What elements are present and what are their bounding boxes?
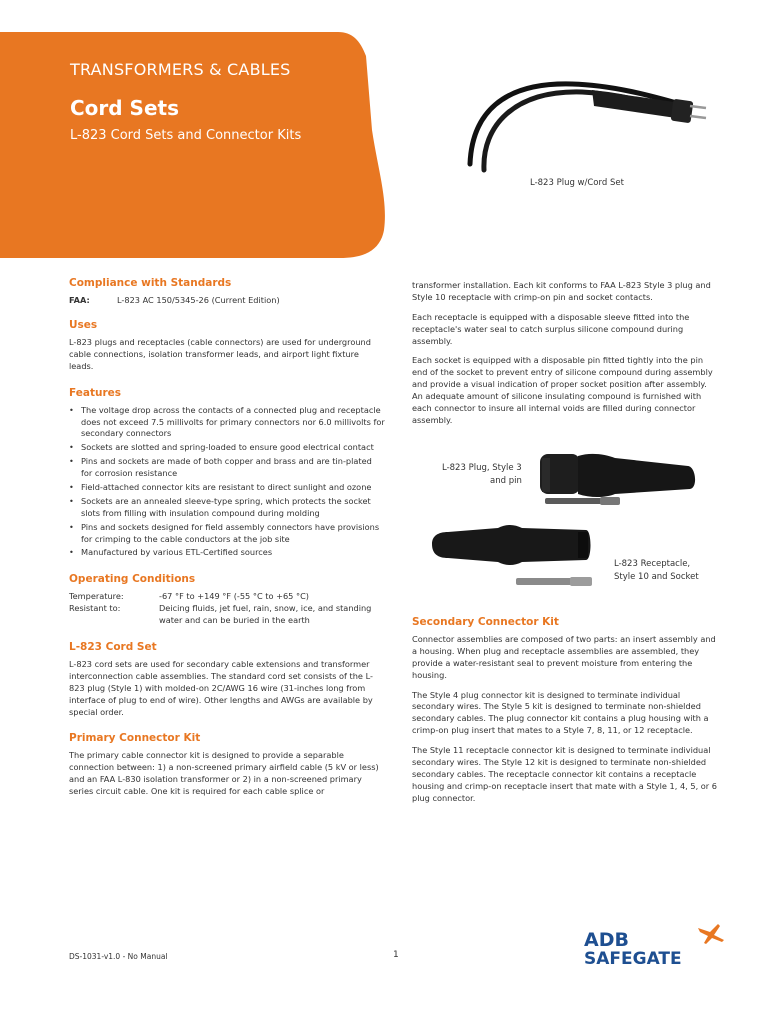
cord-set-text: L-823 cord sets are used for secondary cable extensions and transformer interconnection cable assemblies. The standard cord set consists of the L-823 plug (Style 1) with molded-on 2C/AWG 16 wire (31-inches long from interface of plug to end of wire). Other lengths and AWGs are available by special order.	[69, 659, 373, 717]
right-column	[412, 280, 718, 435]
list-item: • Field-attached connector kits are resistant to direct sunlight and ozone	[69, 482, 385, 494]
logo-line1: ADB	[584, 929, 629, 951]
list-item: • Sockets are slotted and spring-loaded to ensure good electrical contact	[69, 442, 385, 454]
caption-plug-style3-line2: and pin	[490, 476, 522, 486]
list-item: • Sockets are an annealed sleeve-type spring, which protects the socket slots from filling with insulation compound during molding	[69, 496, 385, 520]
secondary-kit-text-1: Connector assemblies are composed of two parts: an insert assembly and a housing. When plug and receptacle assemblies are assembled, they provide a water-resistant seal to prevent moisture from entering the housing.	[412, 634, 716, 680]
temperature-row	[69, 591, 385, 603]
document-id: DS-1031-v1.0 - No Manual	[69, 952, 168, 961]
secondary-kit-heading: Secondary Connector Kit	[412, 616, 559, 628]
primary-kit-heading: Primary Connector Kit	[69, 732, 201, 745]
resistant-value: Deicing fluids, jet fuel, rain, snow, ice, and standing water and can be buried in the earth	[159, 603, 372, 626]
uses-heading: Uses	[69, 319, 98, 331]
caption-plug-style3-line1: L-823 Plug, Style 3	[442, 463, 522, 473]
socket-pin-text: Each socket is equipped with a disposable pin fitted tightly into the pin end of the socket to prevent entry of silicone compound during assembly and provide a visual indication of proper socket position after assembly. An adequate amount of silicone insulating compound is furnished with each connector to insure all internal voids are filled during connector assembly.	[412, 355, 713, 425]
caption-receptacle-line2: Style 10 and Socket	[614, 572, 699, 582]
resistant-label: Resistant to:	[69, 603, 121, 614]
primary-kit-text: The primary cable connector kit is designed to provide a separable connection between: 1) a non-screened primary airfield cable (5 kV or less) and an FAA L-830 isolation transformer or 2) in a non-screened primary series circuit cable. One kit is required for each cable splice or	[69, 750, 379, 797]
left-column	[69, 277, 385, 806]
page-title: Cord Sets	[70, 96, 179, 120]
secondary-kit-text-3: The Style 11 receptacle connector kit is designed to terminate individual secondary wires. The Style 12 kit is designed to terminate non-shielded secondary cables. The receptacle connector kit contains a receptacle housing and crimp-on receptacle insert that mate with a Style 1, 4, 5, or 6 plug connector.	[412, 745, 717, 803]
receptacle-sleeve-text: Each receptacle is equipped with a disposable sleeve fitted into the receptacle's water seal to catch surplus silicone compound during assembly.	[412, 311, 690, 346]
compliance-heading: Compliance with Standards	[69, 277, 232, 289]
list-item: • Manufactured by various ETL-Certified sources	[69, 547, 385, 559]
plug-cord-set-photo	[462, 74, 714, 174]
uses-text: L-823 plugs and receptacles (cable connectors) are used for underground cable connections, isolation transformer leads, and airport light fixture leads.	[69, 337, 371, 371]
list-item: • Pins and sockets designed for field assembly connectors have provisions for crimping to the cable conductors at the job site	[69, 522, 385, 546]
secondary-kit-section	[412, 616, 718, 813]
page-number: 1	[393, 950, 399, 960]
page-subtitle: L-823 Cord Sets and Connector Kits	[70, 128, 302, 143]
resistant-row	[69, 603, 385, 627]
kit-conformance-text: transformer installation. Each kit conforms to FAA L-823 Style 3 plug and Style 10 receptacle with crimp-on pin and socket contacts.	[412, 280, 711, 302]
cord-set-heading: L-823 Cord Set	[69, 641, 157, 654]
list-item: • The voltage drop across the contacts of a connected plug and receptacle does not exceed 7.5 millivolts for primary connectors nor 6.0 millivolts for secondary connectors	[69, 405, 385, 441]
adb-safegate-logo	[578, 922, 728, 970]
features-heading: Features	[69, 386, 121, 399]
temperature-value: -67 °F to +149 °F (-55 °C to +65 °C)	[159, 591, 309, 602]
list-item: • Pins and sockets are made of both copper and brass and are tin-plated for corrosion resistance	[69, 456, 385, 480]
faa-value: L-823 AC 150/5345-26 (Current Edition)	[117, 295, 280, 305]
features-list	[69, 405, 385, 560]
section-category: TRANSFORMERS & CABLES	[70, 60, 291, 79]
caption-receptacle-line1: L-823 Receptacle,	[614, 559, 691, 569]
faa-label: FAA:	[69, 295, 90, 305]
temperature-label: Temperature:	[69, 591, 124, 602]
faa-standard-row	[69, 295, 385, 305]
secondary-kit-text-2: The Style 4 plug connector kit is designed to terminate individual secondary wires. The Style 5 kit is designed to terminate non-shielded secondary cables. The plug connector kit contains a plug housing with a crimp-on plug insert that mates to a Style 7, 8, 11, or 12 receptacle.	[412, 689, 709, 736]
operating-heading: Operating Conditions	[69, 573, 196, 586]
logo-line2: SAFEGATE	[584, 949, 682, 969]
caption-plug-cord-set: L-823 Plug w/Cord Set	[530, 178, 624, 188]
